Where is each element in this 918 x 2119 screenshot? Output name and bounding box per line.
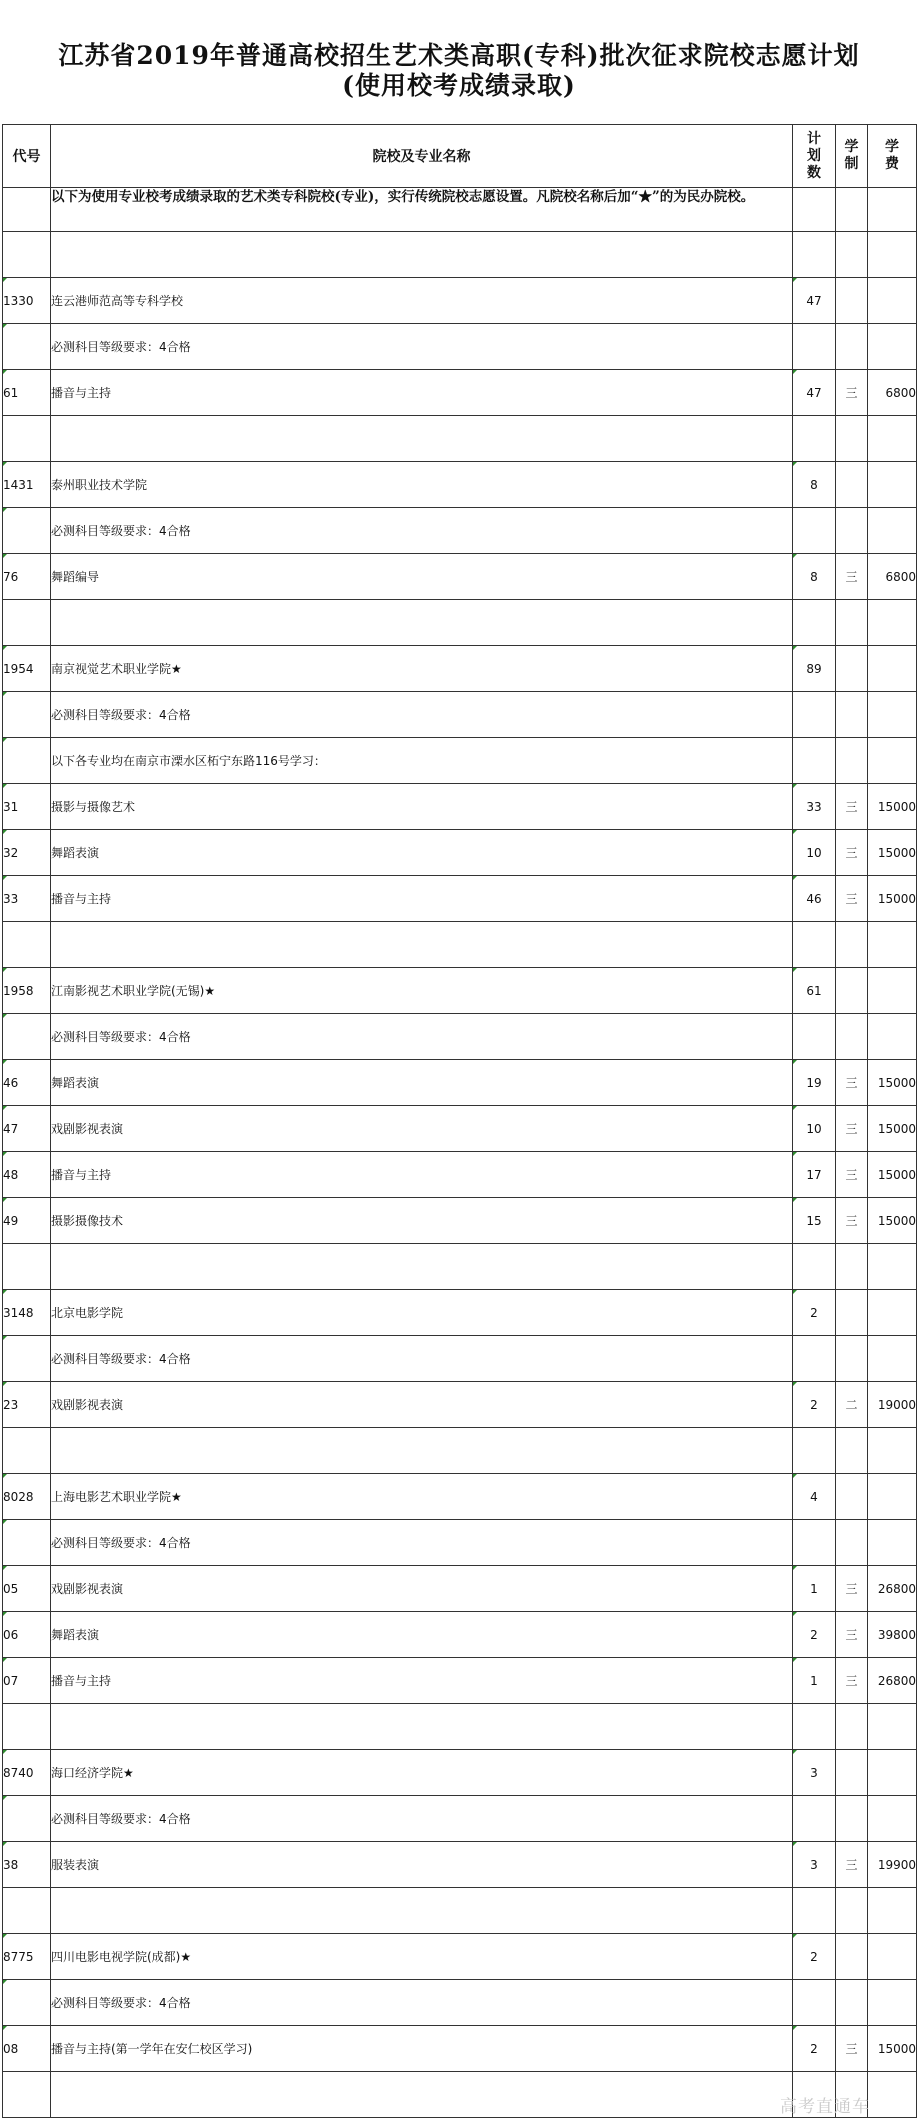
note-code-cell	[3, 188, 51, 232]
name-cell: 戏剧影视表演	[51, 1566, 793, 1612]
name-cell: 舞蹈表演	[51, 1612, 793, 1658]
code-cell	[3, 1520, 51, 1566]
name-cell: 播音与主持	[51, 1152, 793, 1198]
name-cell: 摄影摄像技术	[51, 1198, 793, 1244]
code-cell: 47	[3, 1106, 51, 1152]
table-row	[3, 554, 917, 600]
duration-cell: 三	[836, 1106, 868, 1152]
plan-table	[2, 124, 917, 2118]
fee-cell	[868, 1244, 917, 1290]
duration-cell	[836, 1290, 868, 1336]
fee-cell	[868, 508, 917, 554]
duration-cell: 三	[836, 2026, 868, 2072]
plan-cell: 3	[793, 1842, 836, 1888]
duration-cell	[836, 1244, 868, 1290]
name-cell: 播音与主持(第一学年在安仁校区学习)	[51, 2026, 793, 2072]
table-row	[3, 2026, 917, 2072]
fee-cell	[868, 1796, 917, 1842]
table-row	[3, 830, 917, 876]
name-cell: 播音与主持	[51, 1658, 793, 1704]
table-row	[3, 1704, 917, 1750]
header-fee-char-1: 学	[885, 139, 899, 155]
table-row	[3, 416, 917, 462]
name-cell: 江南影视艺术职业学院(无锡)★	[51, 968, 793, 1014]
table-row	[3, 1658, 917, 1704]
header-duration-char-2: 制	[844, 156, 859, 172]
duration-cell: 三	[836, 554, 868, 600]
plan-cell	[793, 922, 836, 968]
header-plan-char-2: 划	[807, 147, 821, 164]
duration-cell	[836, 462, 868, 508]
name-cell: 必测科目等级要求：4合格	[51, 324, 793, 370]
fee-cell	[868, 1750, 917, 1796]
code-cell: 1431	[3, 462, 51, 508]
code-cell: 38	[3, 1842, 51, 1888]
fee-cell	[868, 1980, 917, 2026]
name-cell: 上海电影艺术职业学院★	[51, 1474, 793, 1520]
table-row	[3, 1980, 917, 2026]
name-cell: 戏剧影视表演	[51, 1106, 793, 1152]
fee-cell	[868, 416, 917, 462]
plan-cell	[793, 1980, 836, 2026]
fee-cell	[868, 1888, 917, 1934]
plan-cell	[793, 1428, 836, 1474]
plan-cell	[793, 1796, 836, 1842]
table-row	[3, 1474, 917, 1520]
note-row	[3, 188, 917, 232]
duration-cell	[836, 508, 868, 554]
duration-cell	[836, 1520, 868, 1566]
page-title: 江苏省2019年普通高校招生艺术类高职(专科)批次征求院校志愿计划	[58, 41, 860, 70]
table-row	[3, 1566, 917, 1612]
name-cell	[51, 416, 793, 462]
table-row	[3, 232, 917, 278]
name-cell: 播音与主持	[51, 370, 793, 416]
table-row	[3, 784, 917, 830]
plan-cell: 17	[793, 1152, 836, 1198]
code-cell	[3, 600, 51, 646]
fee-cell: 39800	[868, 1612, 917, 1658]
duration-cell	[836, 416, 868, 462]
plan-cell: 1	[793, 1658, 836, 1704]
code-cell: 32	[3, 830, 51, 876]
code-cell: 48	[3, 1152, 51, 1198]
name-cell: 必测科目等级要求：4合格	[51, 1796, 793, 1842]
code-cell: 8028	[3, 1474, 51, 1520]
duration-cell	[836, 1704, 868, 1750]
code-cell: 06	[3, 1612, 51, 1658]
code-cell	[3, 1704, 51, 1750]
duration-cell: 三	[836, 1152, 868, 1198]
plan-cell: 2	[793, 1290, 836, 1336]
duration-cell: 三	[836, 784, 868, 830]
fee-cell	[868, 462, 917, 508]
code-cell	[3, 232, 51, 278]
duration-cell: 三	[836, 370, 868, 416]
name-cell	[51, 600, 793, 646]
name-cell: 必测科目等级要求：4合格	[51, 1980, 793, 2026]
plan-cell	[793, 1014, 836, 1060]
code-cell	[3, 1244, 51, 1290]
watermark: 高考直通车	[780, 2097, 870, 2117]
table-row	[3, 1520, 917, 1566]
plan-cell	[793, 692, 836, 738]
name-cell: 舞蹈表演	[51, 1060, 793, 1106]
plan-cell	[793, 1244, 836, 1290]
header-fee-char-2: 费	[885, 156, 899, 172]
code-cell	[3, 692, 51, 738]
name-cell: 舞蹈编导	[51, 554, 793, 600]
fee-cell: 6800	[868, 554, 917, 600]
table-row	[3, 692, 917, 738]
code-cell	[3, 1428, 51, 1474]
code-cell	[3, 2072, 51, 2118]
name-cell	[51, 232, 793, 278]
duration-cell: 三	[836, 830, 868, 876]
code-cell: 1958	[3, 968, 51, 1014]
table-row	[3, 600, 917, 646]
duration-cell	[836, 324, 868, 370]
plan-cell: 10	[793, 830, 836, 876]
name-cell	[51, 1428, 793, 1474]
code-cell	[3, 1336, 51, 1382]
duration-cell: 二	[836, 1382, 868, 1428]
table-row	[3, 370, 917, 416]
plan-cell	[793, 508, 836, 554]
fee-cell	[868, 600, 917, 646]
duration-cell	[836, 1474, 868, 1520]
table-row	[3, 1796, 917, 1842]
code-cell: 8740	[3, 1750, 51, 1796]
code-cell: 33	[3, 876, 51, 922]
header-duration-char-1: 学	[844, 139, 859, 155]
plan-cell	[793, 1704, 836, 1750]
plan-cell: 2	[793, 1382, 836, 1428]
name-cell: 必测科目等级要求：4合格	[51, 1336, 793, 1382]
fee-cell: 26800	[868, 1566, 917, 1612]
duration-cell	[836, 1014, 868, 1060]
code-cell: 46	[3, 1060, 51, 1106]
code-cell	[3, 738, 51, 784]
fee-cell	[868, 278, 917, 324]
name-cell: 播音与主持	[51, 876, 793, 922]
plan-cell: 10	[793, 1106, 836, 1152]
fee-cell	[868, 968, 917, 1014]
duration-cell	[836, 1888, 868, 1934]
table-row	[3, 922, 917, 968]
fee-cell	[868, 1474, 917, 1520]
plan-cell: 2	[793, 1612, 836, 1658]
plan-cell	[793, 738, 836, 784]
fee-cell	[868, 692, 917, 738]
table-header-row	[3, 125, 917, 188]
table-row	[3, 876, 917, 922]
table-row	[3, 968, 917, 1014]
note-text: 以下为使用专业校考成绩录取的艺术类专科院校(专业)，实行传统院校志愿设置。凡院校名称后加“★”的为民办院校。	[51, 188, 793, 232]
fee-cell	[868, 1336, 917, 1382]
fee-cell: 15000	[868, 1152, 917, 1198]
code-cell	[3, 324, 51, 370]
table-row	[3, 1014, 917, 1060]
header-plan-char-3: 数	[807, 164, 821, 181]
name-cell: 以下各专业均在南京市溧水区柘宁东路116号学习：	[51, 738, 793, 784]
name-cell: 泰州职业技术学院	[51, 462, 793, 508]
code-cell: 1330	[3, 278, 51, 324]
plan-cell: 1	[793, 1566, 836, 1612]
name-cell: 必测科目等级要求：4合格	[51, 1014, 793, 1060]
header-plan	[793, 125, 836, 188]
plan-cell	[793, 232, 836, 278]
fee-cell: 15000	[868, 830, 917, 876]
name-cell: 戏剧影视表演	[51, 1382, 793, 1428]
table-row	[3, 1152, 917, 1198]
header-duration	[836, 125, 868, 188]
table-row	[3, 462, 917, 508]
fee-cell: 15000	[868, 876, 917, 922]
fee-cell	[868, 1014, 917, 1060]
plan-cell	[793, 1888, 836, 1934]
duration-cell: 三	[836, 1612, 868, 1658]
code-cell: 3148	[3, 1290, 51, 1336]
duration-cell	[836, 232, 868, 278]
code-cell	[3, 416, 51, 462]
name-cell	[51, 2072, 793, 2118]
fee-cell	[868, 1520, 917, 1566]
duration-cell	[836, 1934, 868, 1980]
fee-cell	[868, 1934, 917, 1980]
fee-cell: 15000	[868, 1106, 917, 1152]
fee-cell: 15000	[868, 1198, 917, 1244]
plan-cell: 3	[793, 1750, 836, 1796]
code-cell: 61	[3, 370, 51, 416]
plan-cell: 2	[793, 1934, 836, 1980]
code-cell: 23	[3, 1382, 51, 1428]
plan-cell: 47	[793, 278, 836, 324]
code-cell	[3, 1796, 51, 1842]
name-cell: 必测科目等级要求：4合格	[51, 508, 793, 554]
name-cell	[51, 1888, 793, 1934]
fee-cell	[868, 646, 917, 692]
table-row	[3, 324, 917, 370]
table-row	[3, 1060, 917, 1106]
page-subtitle: (使用校考成绩录取)	[342, 71, 576, 100]
name-cell	[51, 1704, 793, 1750]
duration-cell	[836, 1980, 868, 2026]
name-cell: 舞蹈表演	[51, 830, 793, 876]
code-cell: 07	[3, 1658, 51, 1704]
name-cell: 摄影与摄像艺术	[51, 784, 793, 830]
fee-cell	[868, 324, 917, 370]
fee-cell	[868, 738, 917, 784]
table-row	[3, 1336, 917, 1382]
name-cell: 南京视觉艺术职业学院★	[51, 646, 793, 692]
name-cell: 必测科目等级要求：4合格	[51, 692, 793, 738]
duration-cell	[836, 922, 868, 968]
table-row	[3, 508, 917, 554]
code-cell	[3, 1014, 51, 1060]
note-plan-cell	[793, 188, 836, 232]
duration-cell	[836, 646, 868, 692]
duration-cell: 三	[836, 876, 868, 922]
plan-cell: 15	[793, 1198, 836, 1244]
plan-cell: 47	[793, 370, 836, 416]
plan-cell: 33	[793, 784, 836, 830]
plan-cell: 61	[793, 968, 836, 1014]
code-cell: 05	[3, 1566, 51, 1612]
note-duration-cell	[836, 188, 868, 232]
page-header	[0, 0, 918, 124]
code-cell: 1954	[3, 646, 51, 692]
fee-cell: 15000	[868, 1060, 917, 1106]
fee-cell	[868, 922, 917, 968]
table-row	[3, 1198, 917, 1244]
plan-cell	[793, 1520, 836, 1566]
fee-cell: 6800	[868, 370, 917, 416]
fee-cell	[868, 1704, 917, 1750]
duration-cell	[836, 278, 868, 324]
name-cell: 服装表演	[51, 1842, 793, 1888]
code-cell: 76	[3, 554, 51, 600]
fee-cell	[868, 1428, 917, 1474]
table-row	[3, 1612, 917, 1658]
table-row	[3, 1888, 917, 1934]
table-row	[3, 738, 917, 784]
duration-cell	[836, 600, 868, 646]
table-row	[3, 1290, 917, 1336]
name-cell: 连云港师范高等专科学校	[51, 278, 793, 324]
plan-cell: 2	[793, 2026, 836, 2072]
fee-cell: 19000	[868, 1382, 917, 1428]
fee-cell	[868, 2072, 917, 2118]
name-cell	[51, 1244, 793, 1290]
fee-cell	[868, 232, 917, 278]
plan-cell	[793, 600, 836, 646]
code-cell: 49	[3, 1198, 51, 1244]
name-cell: 北京电影学院	[51, 1290, 793, 1336]
table-row	[3, 1428, 917, 1474]
duration-cell	[836, 738, 868, 784]
name-cell: 海口经济学院★	[51, 1750, 793, 1796]
fee-cell	[868, 1290, 917, 1336]
duration-cell	[836, 692, 868, 738]
plan-cell: 4	[793, 1474, 836, 1520]
note-fee-cell	[868, 188, 917, 232]
code-cell	[3, 922, 51, 968]
duration-cell: 三	[836, 1060, 868, 1106]
duration-cell	[836, 1796, 868, 1842]
duration-cell	[836, 1336, 868, 1382]
table-row	[3, 1842, 917, 1888]
code-cell	[3, 1980, 51, 2026]
plan-cell	[793, 1336, 836, 1382]
fee-cell: 19900	[868, 1842, 917, 1888]
name-cell: 四川电影电视学院(成都)★	[51, 1934, 793, 1980]
fee-cell: 15000	[868, 784, 917, 830]
duration-cell	[836, 1750, 868, 1796]
code-cell: 8775	[3, 1934, 51, 1980]
duration-cell: 三	[836, 1566, 868, 1612]
plan-cell: 19	[793, 1060, 836, 1106]
plan-cell: 89	[793, 646, 836, 692]
table-row	[3, 1750, 917, 1796]
plan-cell: 8	[793, 554, 836, 600]
code-cell: 31	[3, 784, 51, 830]
table-row	[3, 278, 917, 324]
table-row	[3, 1244, 917, 1290]
table-row	[3, 1934, 917, 1980]
plan-cell	[793, 416, 836, 462]
duration-cell: 三	[836, 1842, 868, 1888]
duration-cell: 三	[836, 1658, 868, 1704]
name-cell	[51, 922, 793, 968]
duration-cell	[836, 968, 868, 1014]
plan-cell	[793, 324, 836, 370]
duration-cell	[836, 1428, 868, 1474]
table-row	[3, 1382, 917, 1428]
code-cell	[3, 508, 51, 554]
header-code: 代号	[3, 125, 51, 188]
table-row	[3, 646, 917, 692]
plan-cell: 8	[793, 462, 836, 508]
fee-cell: 26800	[868, 1658, 917, 1704]
code-cell: 08	[3, 2026, 51, 2072]
header-fee	[868, 125, 917, 188]
header-name: 院校及专业名称	[51, 125, 793, 188]
fee-cell: 15000	[868, 2026, 917, 2072]
name-cell: 必测科目等级要求：4合格	[51, 1520, 793, 1566]
duration-cell: 三	[836, 1198, 868, 1244]
code-cell	[3, 1888, 51, 1934]
header-plan-char-1: 计	[807, 130, 821, 147]
plan-cell: 46	[793, 876, 836, 922]
table-row	[3, 1106, 917, 1152]
